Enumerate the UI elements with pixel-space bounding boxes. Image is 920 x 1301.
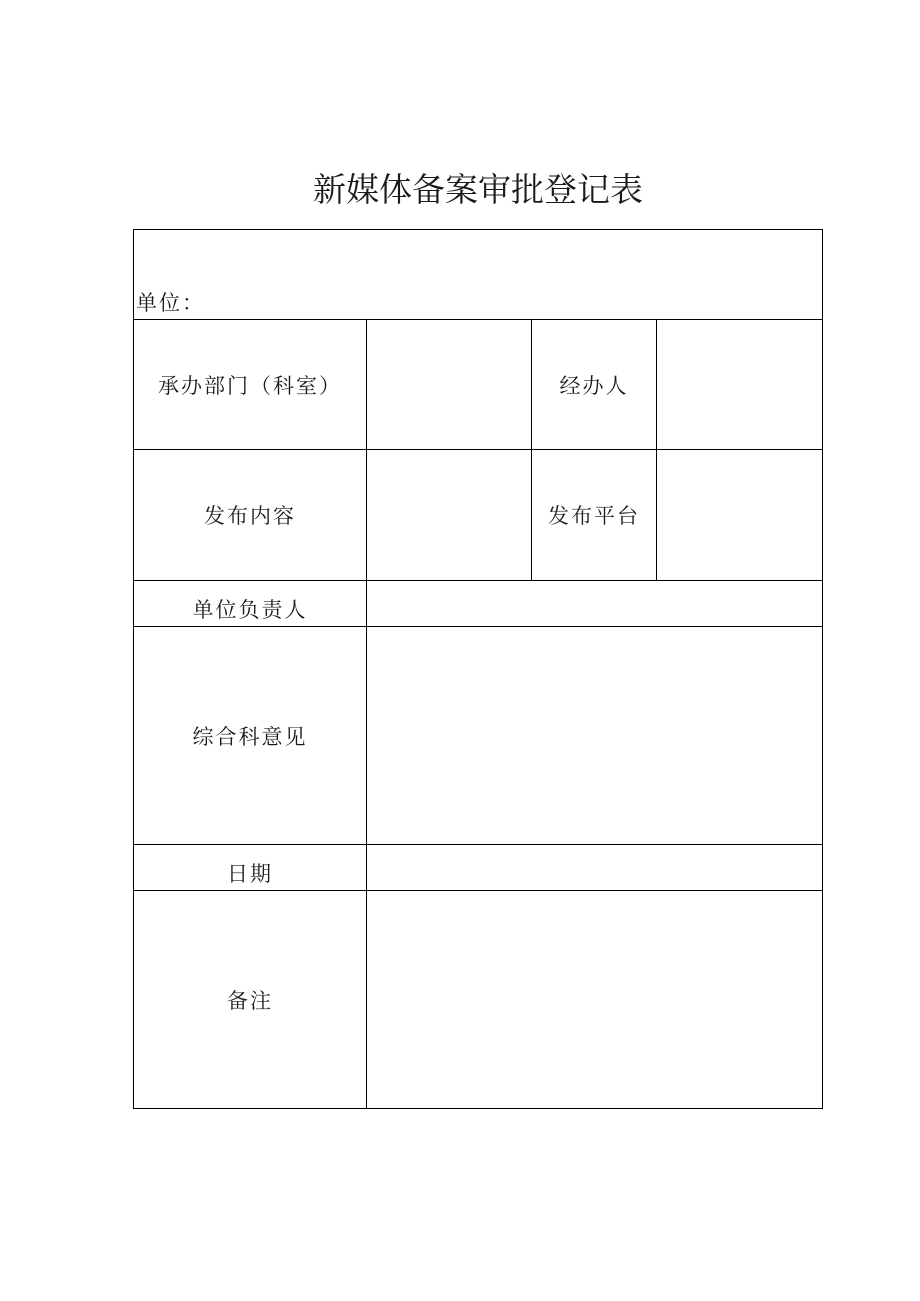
opinion-input-cell[interactable] bbox=[367, 627, 823, 845]
opinion-label: 综合科意见 bbox=[134, 627, 367, 845]
content-input-cell[interactable] bbox=[367, 450, 532, 581]
date-row bbox=[134, 845, 823, 891]
note-label: 备注 bbox=[134, 891, 367, 1109]
unit-row bbox=[134, 230, 823, 320]
unit-cell[interactable] bbox=[134, 230, 823, 320]
handler-input-cell[interactable] bbox=[657, 320, 823, 450]
note-row bbox=[134, 891, 823, 1109]
platform-label: 发布平台 bbox=[532, 450, 657, 581]
page-title: 新媒体备案审批登记表 bbox=[313, 170, 643, 209]
date-input-cell[interactable] bbox=[367, 845, 823, 891]
registration-form-table bbox=[133, 229, 823, 1109]
dept-row bbox=[134, 320, 823, 450]
head-row bbox=[134, 581, 823, 627]
note-input-cell[interactable] bbox=[367, 891, 823, 1109]
date-label: 日期 bbox=[134, 845, 367, 891]
handler-label: 经办人 bbox=[532, 320, 657, 450]
opinion-row bbox=[134, 627, 823, 845]
content-row bbox=[134, 450, 823, 581]
dept-input-cell[interactable] bbox=[367, 320, 532, 450]
platform-input-cell[interactable] bbox=[657, 450, 823, 581]
unit-label: 单位： bbox=[136, 291, 205, 315]
content-label: 发布内容 bbox=[134, 450, 367, 581]
head-label: 单位负责人 bbox=[134, 581, 367, 627]
head-input-cell[interactable] bbox=[367, 581, 823, 627]
dept-label: 承办部门（科室） bbox=[134, 320, 367, 450]
